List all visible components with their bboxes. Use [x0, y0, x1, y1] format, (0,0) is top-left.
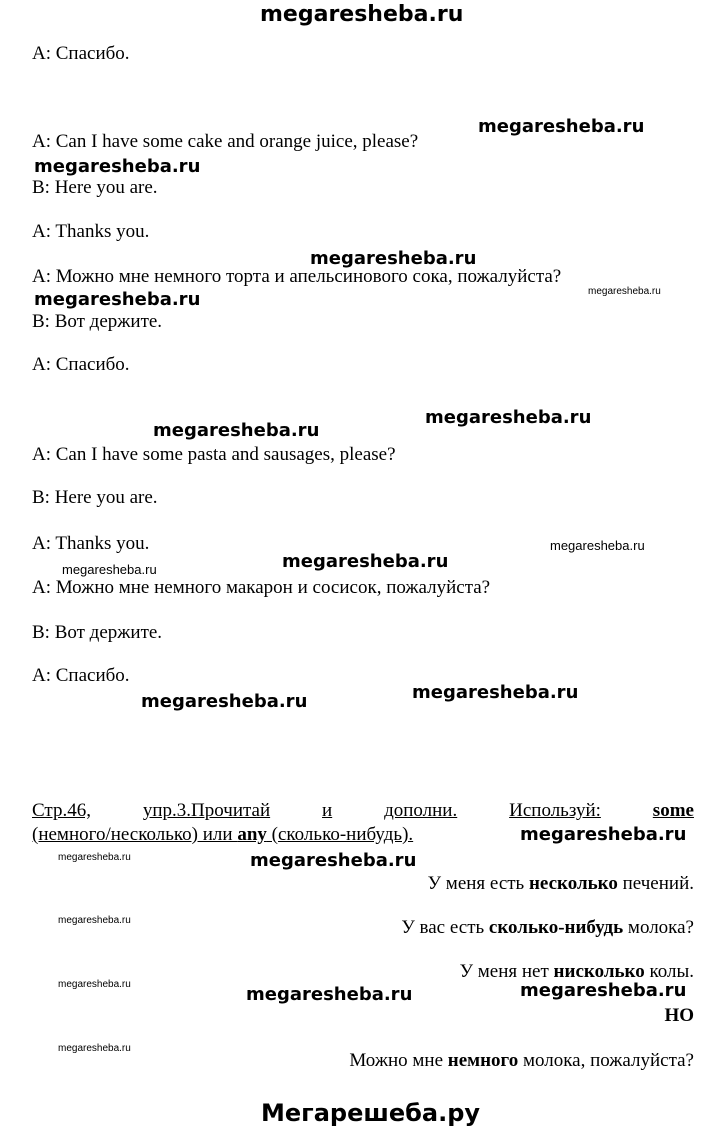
watermark-tiny: megaresheba.ru [58, 915, 131, 926]
watermark-bottom: Мегарешеба.ру [261, 1099, 481, 1127]
task-word: Используй: [509, 800, 601, 821]
watermark-bold: megaresheba.ru [153, 420, 320, 441]
sentence-keyword: немного [447, 1050, 519, 1071]
watermark-top: megaresheba.ru [260, 2, 464, 27]
dialog3-b-here-en: B: Here you are. [32, 487, 158, 508]
dialog3-a-thanks-en: A: Thanks you. [32, 533, 150, 554]
sentence-4 [349, 1051, 694, 1072]
watermark-bold: megaresheba.ru [141, 691, 308, 712]
dialog2-a-request-ru: A: Можно мне немного торта и апельсинового сока, пожалуйста? [32, 266, 562, 287]
task-keyword-any: any [237, 824, 267, 845]
watermark-small: megaresheba.ru [550, 538, 645, 553]
dialog1-a-thanks-ru: A: Спасибо. [32, 43, 130, 64]
watermark-bold: megaresheba.ru [425, 407, 592, 428]
watermark-bold: megaresheba.ru [520, 824, 687, 845]
dialog3-b-here-ru: B: Вот держите. [32, 622, 163, 643]
watermark-tiny: megaresheba.ru [58, 852, 131, 863]
dialog2-a-thanks-en: A: Thanks you. [32, 221, 150, 242]
sentence-text: У меня нет [459, 961, 554, 982]
but-label [664, 1006, 694, 1027]
task-line2-a: (немного/несколько) или [32, 824, 238, 845]
sentence-keyword: несколько [528, 873, 618, 894]
watermark-bold: megaresheba.ru [34, 289, 201, 310]
watermark-small: megaresheba.ru [62, 562, 157, 577]
watermark-tiny: megaresheba.ru [58, 1043, 131, 1054]
watermark-bold: megaresheba.ru [412, 682, 579, 703]
watermark-bold: megaresheba.ru [478, 116, 645, 137]
watermark-tiny: megaresheba.ru [588, 286, 661, 297]
but-keyword: НО [664, 1005, 694, 1026]
sentence-2 [401, 918, 694, 939]
watermark-bold: megaresheba.ru [310, 248, 477, 269]
task-word: Стр.46, [32, 800, 91, 821]
sentence-keyword: сколько-нибудь [488, 917, 624, 938]
task-word: и [322, 800, 333, 821]
sentence-text: Можно мне [349, 1050, 448, 1071]
dialog2-b-here-en: B: Here you are. [32, 177, 158, 198]
sentence-text: молока, пожалуйста? [518, 1050, 694, 1071]
watermark-bold: megaresheba.ru [246, 984, 413, 1005]
watermark-bold: megaresheba.ru [520, 980, 687, 1001]
task-word: упр.3.Прочитай [142, 800, 271, 821]
dialog3-a-request-en: A: Can I have some pasta and sausages, please? [32, 444, 396, 465]
task-line2-b: (сколько-нибудь). [266, 824, 414, 845]
sentence-keyword: нисколько [553, 961, 645, 982]
dialog2-b-here-ru: B: Вот держите. [32, 311, 163, 332]
sentence-text: У вас есть [401, 917, 489, 938]
watermark-bold: megaresheba.ru [34, 156, 201, 177]
sentence-text: печений. [617, 873, 694, 894]
sentence-text: У меня есть [427, 873, 529, 894]
dialog2-a-thanks-ru: A: Спасибо. [32, 354, 130, 375]
task-keyword-some: some [652, 800, 694, 821]
sentence-text: молока? [623, 917, 694, 938]
watermark-bold: megaresheba.ru [282, 551, 449, 572]
dialog3-a-thanks-ru: A: Спасибо. [32, 665, 130, 686]
watermark-tiny: megaresheba.ru [58, 979, 131, 990]
task-word: дополни. [384, 800, 458, 821]
sentence-text: колы. [644, 961, 694, 982]
dialog2-a-request-en: A: Can I have some cake and orange juice, please? [32, 131, 419, 152]
sentence-1 [428, 874, 694, 895]
watermark-bold: megaresheba.ru [250, 850, 417, 871]
dialog3-a-request-ru: A: Можно мне немного макарон и сосисок, пожалуйста? [32, 577, 491, 598]
